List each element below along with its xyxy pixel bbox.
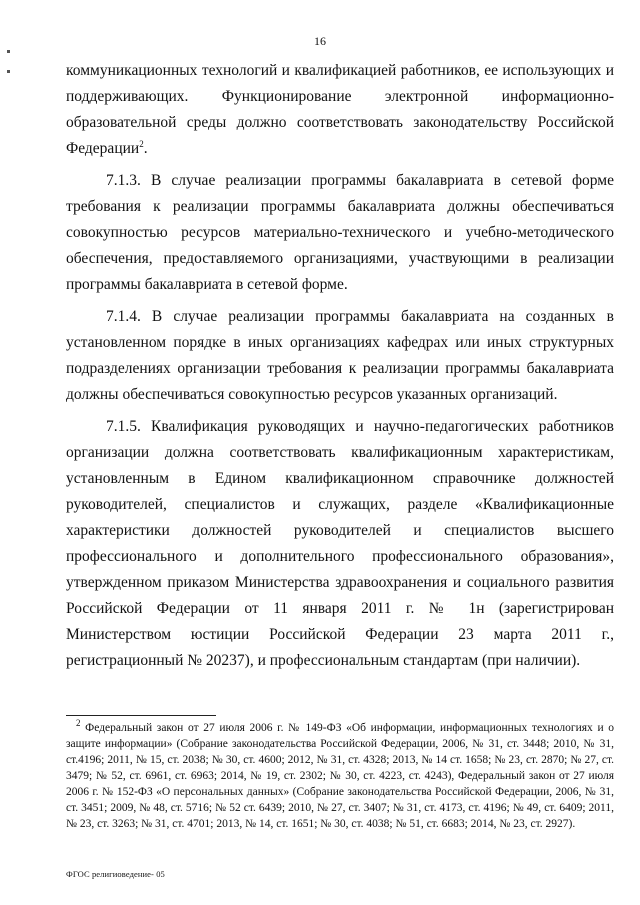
paragraph-continuation: коммуникационных технологий и квалификацией работников, ее использующих и поддерживающих. Функционирование электронной информационно-образовательной среды должно соответствовать законодательству Российской Федерации$^2$. — [66, 62, 614, 157]
paragraph-7-1-3: 7.1.3. В случае реализации программы бакалавриата в сетевой форме требования к реализации программы бакалавриата должны обеспечиваться совокупностью ресурсов материально-технического и учебно-методического обеспечения, предоставляемого организациями, участвующими в реализации программы бакалавриата в сетевой форме. — [66, 172, 614, 293]
document-footer: ФГОС религиоведение- 05 — [66, 869, 165, 879]
footnote-reference: 2 — [139, 138, 144, 149]
footnote — [66, 720, 614, 832]
scan-mark — [7, 70, 10, 73]
footnote-divider — [66, 715, 216, 716]
paragraph-7-1-5: 7.1.5. Квалификация руководящих и научно-педагогических работников организации должна соответствовать квалификационным характеристикам, установленным в Едином квалификационном справочнике должностей руководителей, специалистов и служащих, разделе «Квалификационные характеристики должностей руководителей и специалистов высшего профессионального и дополнительного профессионального образования», утвержденном приказом Министерства здравоохранения и социального развития Российской Федерации от 11 января 2011 г. № 1н (зарегистрирован Министерством юстиции Российской Федерации 23 марта 2011 г., регистрационный № 20237), и профессиональным стандартам (при наличии). — [66, 418, 614, 669]
scan-mark — [7, 50, 10, 53]
footnote-marker: 2 — [76, 718, 81, 729]
page-number: 16 — [314, 34, 326, 48]
footnote-text: Федеральный закон от 27 июля 2006 г. № 149-ФЗ «Об информации, информационных технологиях и о защите информации» (Собрание законодательства Российской Федерации, 2006, № 31, ст. 3448; 2010, № 31, ст.4196; 2011, № 15, ст. 2038; № 30, ст. 4600; 2012, № 31, ст. 4328; 2013, № 14 ст. 1658; № 23, ст. 2870; № 27, ст. 3479; № 52, ст. 6961, ст. 6963; 2014, № 19, ст. 2302; № 30, ст. 4223, ст. 4243), Федеральный закон от 27 июля 2006 г. № 152-ФЗ «О персональных данных» (Собрание законодательства Российской Федерации, 2006, № 31, ст. 3451; 2009, № 48, ст. 5716; № 52 ст. 6439; 2010, № 27, ст. 3407; № 31, ст. 4173, ст. 4196; № 49, ст. 6409; 2011, № 23, ст. 3263; № 31, ст. 4701; 2013, № 14, ст. 1651; № 30, ст. 4038; № 51, ст. 6683; 2014, № 23, ст. 2927). — [66, 722, 614, 830]
paragraph-7-1-4: 7.1.4. В случае реализации программы бакалавриата на созданных в установленном порядке в иных организациях кафедрах или иных структурных подразделениях организации требования к реализации программы бакалавриата должны обеспечиваться совокупностью ресурсов указанных организаций. — [66, 308, 614, 403]
body-text — [66, 58, 614, 674]
